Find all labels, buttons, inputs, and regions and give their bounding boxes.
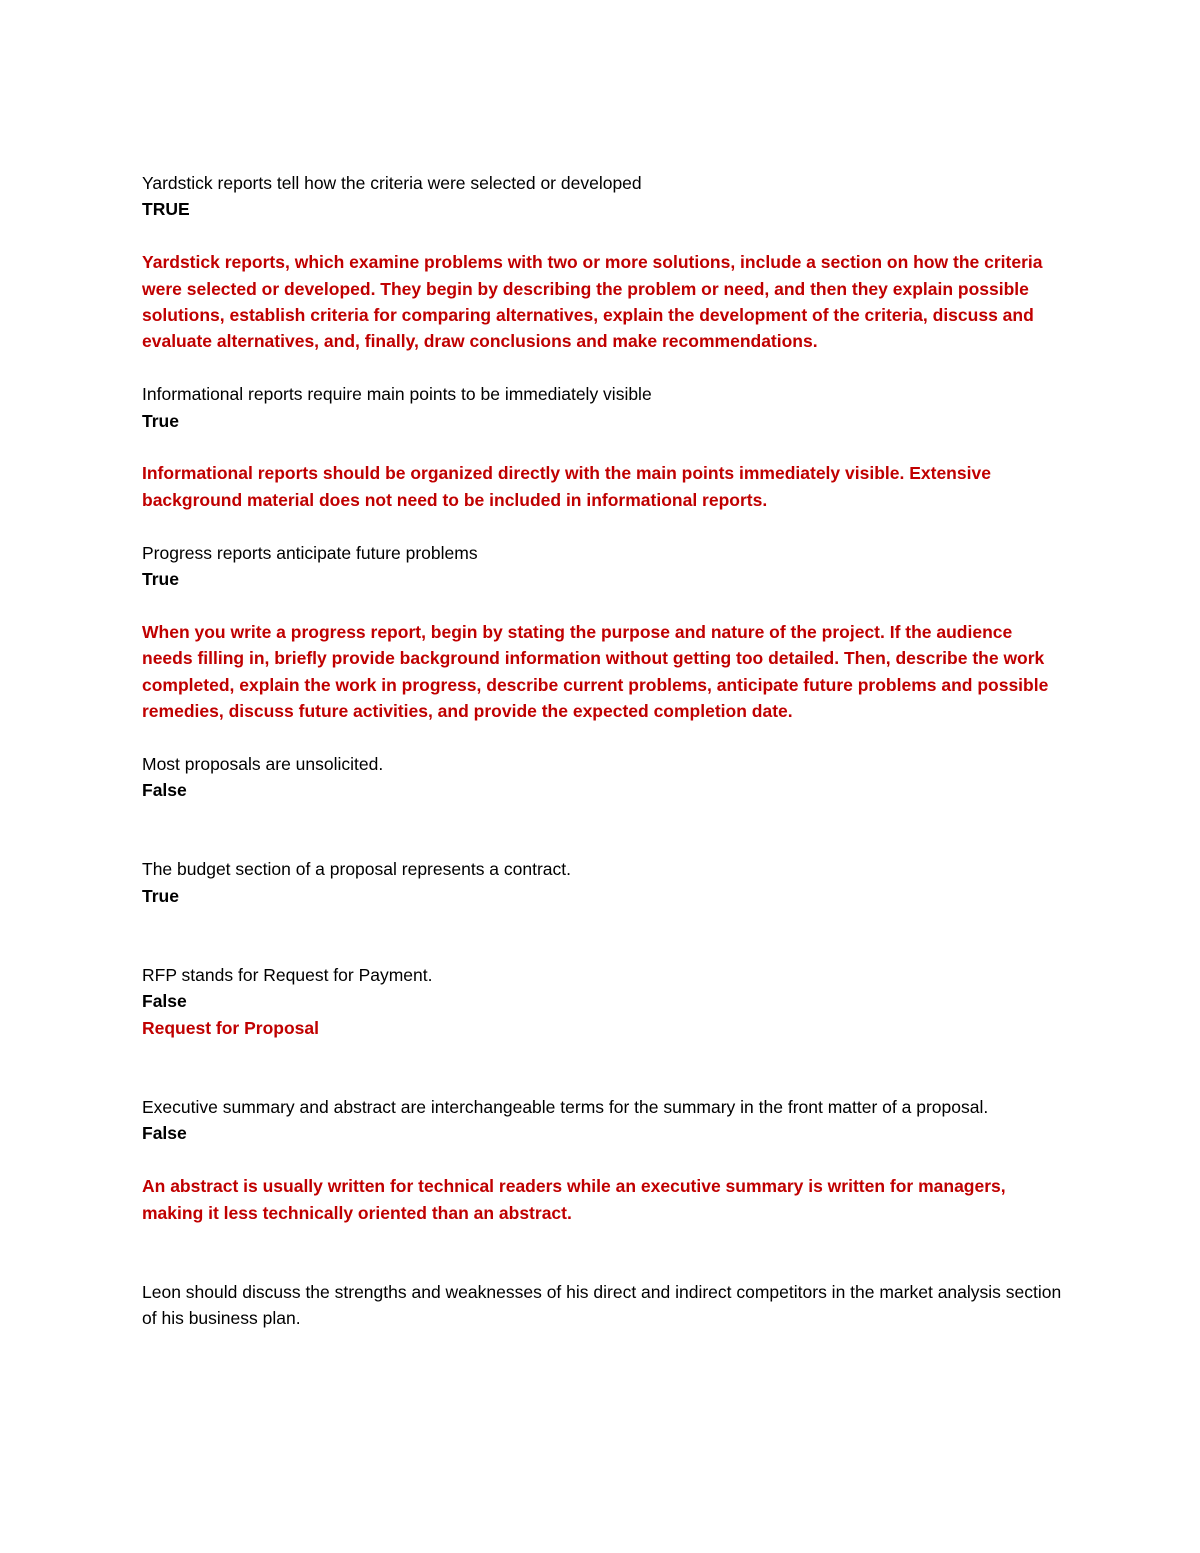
explanation-2: Informational reports should be organized directly with the main points immediately visible. Extensive background material does not need to be included in informational reports. xyxy=(142,463,991,510)
answer-6: False xyxy=(142,991,187,1012)
answer-7: False xyxy=(142,1123,187,1144)
answer-1: TRUE xyxy=(142,199,190,220)
answer-3: True xyxy=(142,569,179,590)
question-8: Leon should discuss the strengths and weaknesses of his direct and indirect competitors in the market analysis section of his business plan. xyxy=(142,1281,1062,1329)
explanation-1: Yardstick reports, which examine problems with two or more solutions, include a section on how the criteria were selected or developed. They begin by describing the problem or need, and then they explain possible solutions, establish criteria for comparing alternatives, explain the development of the criteria, discuss and evaluate alternatives, and, finally, draw conclusions and make recommendations. xyxy=(142,252,1043,352)
explanation-7: An abstract is usually written for technical readers while an executive summary is written for managers, making it less technically oriented than an abstract. xyxy=(142,1176,1006,1223)
explanation-3: When you write a progress report, begin by stating the purpose and nature of the project. If the audience needs filling in, briefly provide background information without getting too detailed. Then, describe the work completed, explain the work in progress, describe current problems, anticipate future problems and possible remedies, discuss future activities, and provide the expected completion date. xyxy=(142,621,1049,722)
question-7: Executive summary and abstract are interchangeable terms for the summary in the front matter of a proposal. xyxy=(142,1097,989,1118)
answer-5: True xyxy=(142,885,179,906)
question-2: Informational reports require main points to be immediately visible xyxy=(142,384,652,405)
explanation-6: Request for Proposal xyxy=(142,1017,319,1038)
answer-4: False xyxy=(142,780,187,801)
document-page xyxy=(142,170,1062,1332)
answer-2: True xyxy=(142,410,179,431)
question-4: Most proposals are unsolicited. xyxy=(142,753,384,774)
question-5: The budget section of a proposal represents a contract. xyxy=(142,859,572,880)
question-3: Progress reports anticipate future problems xyxy=(142,542,478,563)
question-1: Yardstick reports tell how the criteria were selected or developed xyxy=(142,173,642,193)
question-6: RFP stands for Request for Payment. xyxy=(142,965,433,986)
